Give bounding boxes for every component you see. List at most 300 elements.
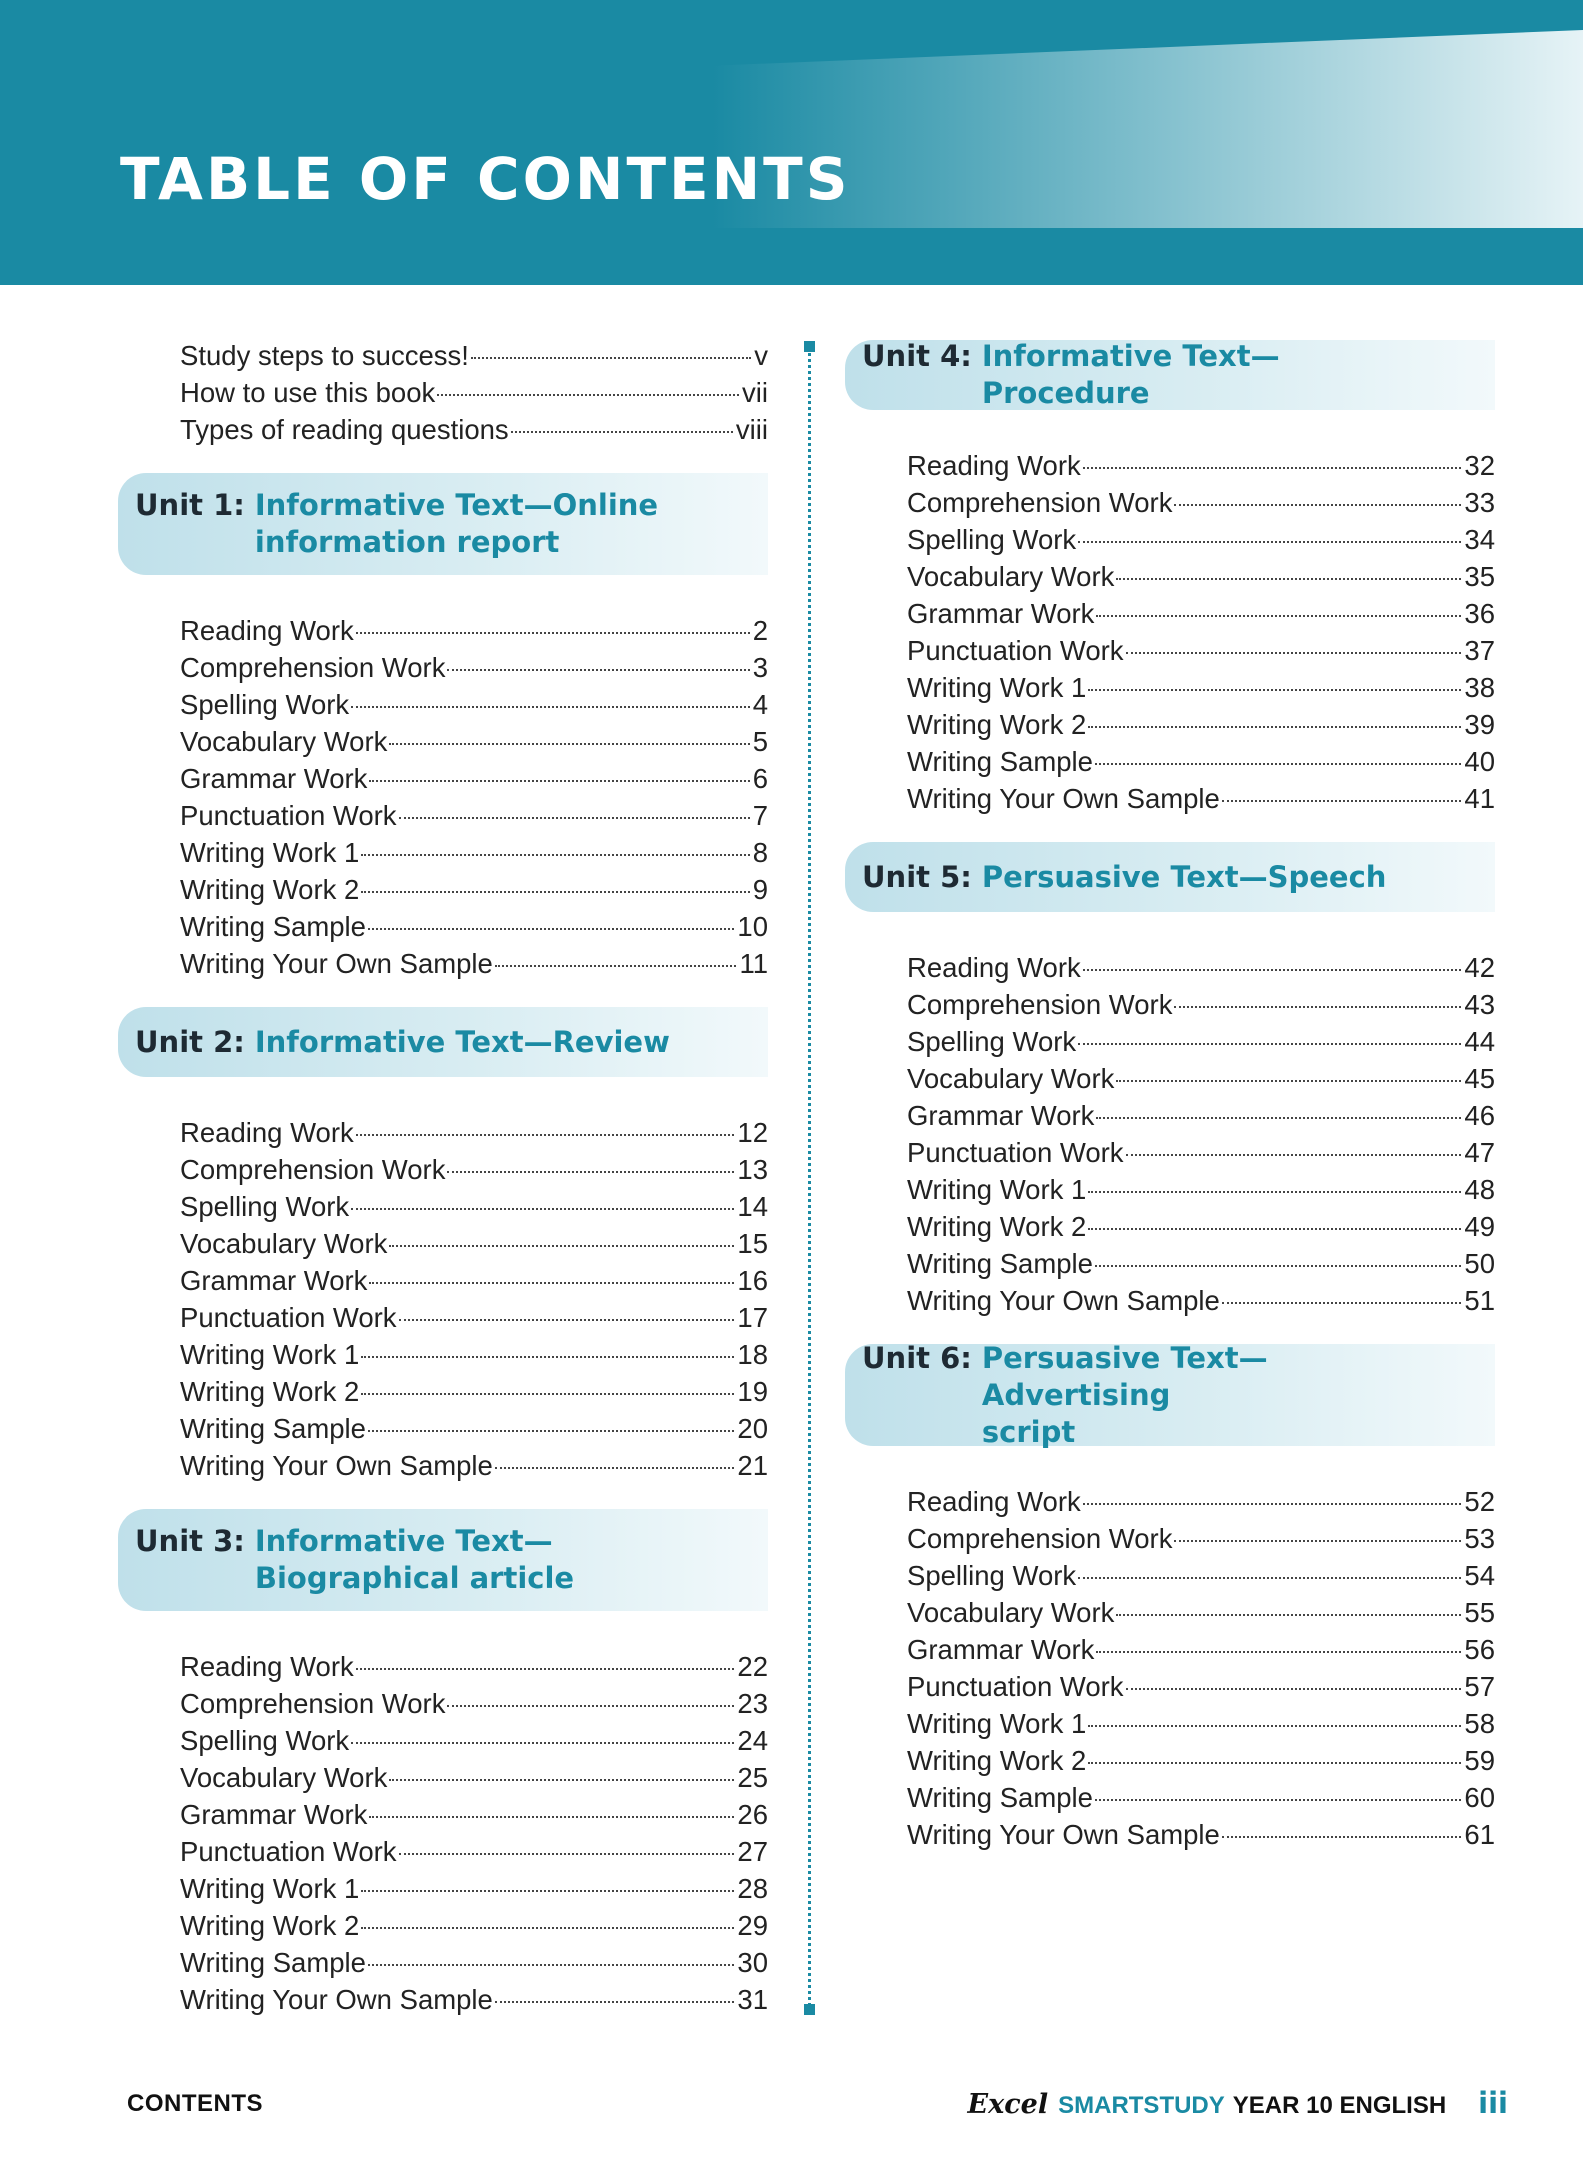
unit-section (845, 842, 1495, 1322)
toc-entry-page: 56 (1464, 1634, 1495, 1665)
toc-entry-label: Writing Work 2 (180, 874, 360, 905)
toc-entry-page: 30 (737, 1947, 768, 1978)
toc-entry-label: Spelling Work (907, 1026, 1077, 1057)
toc-entry[interactable] (907, 1634, 1495, 1671)
toc-entry-page: 57 (1464, 1671, 1495, 1702)
unit-title (972, 859, 1422, 896)
toc-entry-label: Writing Your Own Sample (907, 783, 1220, 814)
toc-entry-page: 3 (752, 652, 768, 683)
toc-entry[interactable] (180, 948, 768, 985)
dot-leader (369, 1816, 734, 1818)
toc-entry[interactable] (907, 1137, 1495, 1174)
dot-leader (1174, 1540, 1461, 1542)
dot-leader (447, 1705, 734, 1707)
dot-leader (1174, 504, 1461, 506)
toc-entry-label: Types of reading questions (180, 414, 509, 445)
toc-entry-page: 41 (1464, 783, 1495, 814)
footer-page-number: iii (1478, 2086, 1508, 2120)
toc-entry-label: Vocabulary Work (180, 1762, 388, 1793)
toc-entry[interactable] (907, 450, 1495, 487)
toc-entry-label: Comprehension Work (180, 1688, 446, 1719)
unit-section (845, 1340, 1495, 1856)
divider-cap-top (804, 341, 815, 352)
toc-entry-label: Reading Work (907, 450, 1081, 481)
unit-number-label: Unit 4: (862, 339, 972, 373)
toc-entry[interactable] (180, 1413, 768, 1450)
toc-entry-label: Writing Sample (180, 1413, 366, 1444)
toc-entry-page: 10 (737, 911, 768, 942)
dot-leader (361, 1927, 734, 1929)
toc-entry-label: Reading Work (907, 952, 1081, 983)
toc-entry[interactable] (180, 1725, 768, 1762)
dot-leader (356, 1668, 735, 1670)
dot-leader (1083, 1503, 1462, 1505)
toc-entry-page: 31 (737, 1984, 768, 2015)
toc-entry-label: Spelling Work (907, 524, 1077, 555)
toc-entry-page: 2 (752, 615, 768, 646)
toc-entry[interactable] (180, 1688, 768, 1725)
unit-title (972, 1340, 1422, 1451)
divider-cap-bottom (804, 2004, 815, 2015)
toc-entry-label: Comprehension Work (907, 1523, 1173, 1554)
toc-entry-label: Comprehension Work (907, 487, 1173, 518)
unit-entry-list (118, 615, 768, 985)
unit-title-line: Informative Text—Procedure (981, 339, 1280, 410)
toc-entry-label: Comprehension Work (907, 989, 1173, 1020)
toc-entry-label: Vocabulary Work (907, 1597, 1115, 1628)
toc-entry-page: 58 (1464, 1708, 1495, 1739)
toc-entry-label: Writing Sample (907, 1248, 1093, 1279)
dot-leader (1083, 969, 1462, 971)
unit-heading[interactable] (118, 1007, 768, 1077)
toc-entry[interactable] (180, 1450, 768, 1487)
dot-leader (1095, 1799, 1461, 1801)
toc-entry-label: Writing Your Own Sample (907, 1819, 1220, 1850)
toc-entry-label: Writing Your Own Sample (180, 1984, 493, 2015)
dot-leader (1096, 1117, 1461, 1119)
dot-leader (361, 1890, 734, 1892)
dot-leader (1078, 1043, 1461, 1045)
dot-leader (495, 1467, 735, 1469)
toc-entry-page: 21 (737, 1450, 768, 1481)
footer-brand: Excel (967, 2089, 1049, 2120)
unit-title-line: Biographical article (254, 1561, 575, 1595)
unit-title-line: Informative Text— (254, 1524, 553, 1558)
dot-leader (361, 854, 749, 856)
unit-number-label: Unit 3: (135, 1524, 245, 1558)
toc-entry[interactable] (907, 598, 1495, 635)
dot-leader (1088, 1228, 1461, 1230)
toc-entry[interactable] (907, 1100, 1495, 1137)
toc-entry-label: Writing Work 1 (907, 1708, 1087, 1739)
toc-entry-label: Reading Work (907, 1486, 1081, 1517)
toc-entry-page: 16 (737, 1265, 768, 1296)
dot-leader (1096, 1651, 1461, 1653)
dot-leader (1174, 1006, 1461, 1008)
toc-entry-page: v (754, 340, 768, 371)
dot-leader (1088, 1191, 1461, 1193)
dot-leader (1088, 1725, 1461, 1727)
dot-leader (361, 1356, 734, 1358)
toc-entry[interactable] (907, 524, 1495, 561)
toc-entry[interactable] (907, 783, 1495, 820)
toc-entry-label: Writing Work 1 (907, 1174, 1087, 1205)
dot-leader (369, 1282, 734, 1284)
toc-entry[interactable] (907, 709, 1495, 746)
toc-entry-page: 27 (737, 1836, 768, 1867)
toc-entry[interactable] (180, 800, 768, 837)
toc-entry[interactable] (180, 1873, 768, 1910)
dot-leader (1116, 1614, 1461, 1616)
dot-leader (368, 1430, 734, 1432)
toc-entry-page: 4 (752, 689, 768, 720)
footer-book-info (968, 2086, 1508, 2120)
dot-leader (1126, 1154, 1462, 1156)
toc-entry[interactable] (180, 1376, 768, 1413)
dot-leader (437, 394, 739, 396)
toc-entry-label: Grammar Work (180, 763, 368, 794)
unit-section (118, 1509, 768, 2021)
toc-entry-page: 11 (739, 948, 768, 979)
dot-leader (447, 669, 749, 671)
toc-entry-page: 14 (737, 1191, 768, 1222)
toc-entry-page: 8 (752, 837, 768, 868)
toc-entry-label: Writing Work 2 (180, 1376, 360, 1407)
unit-title (245, 1523, 695, 1597)
toc-entry-label: Grammar Work (907, 598, 1095, 629)
unit-section (118, 1007, 768, 1487)
toc-entry-label: Punctuation Work (180, 1302, 397, 1333)
toc-entry-label: Punctuation Work (907, 1671, 1124, 1702)
toc-entry[interactable] (180, 414, 768, 451)
toc-entry-label: Grammar Work (907, 1634, 1095, 1665)
toc-entry-page: 43 (1464, 989, 1495, 1020)
toc-entry-page: vii (742, 377, 768, 408)
toc-entry[interactable] (907, 1523, 1495, 1560)
toc-column-left (118, 340, 768, 2021)
toc-entry-page: 59 (1464, 1745, 1495, 1776)
toc-entry-page: 24 (737, 1725, 768, 1756)
dot-leader (399, 1319, 735, 1321)
dot-leader (399, 1853, 735, 1855)
toc-entry[interactable] (907, 746, 1495, 783)
toc-entry-page: viii (735, 414, 768, 445)
toc-entry-page: 52 (1464, 1486, 1495, 1517)
toc-entry-label: Writing Sample (907, 1782, 1093, 1813)
dot-leader (511, 431, 733, 433)
dot-leader (1116, 1080, 1461, 1082)
toc-entry-page: 25 (737, 1762, 768, 1793)
unit-section (845, 340, 1495, 820)
toc-entry[interactable] (180, 837, 768, 874)
toc-entry[interactable] (907, 1708, 1495, 1745)
dot-leader (1095, 1265, 1461, 1267)
toc-entry-page: 51 (1464, 1285, 1495, 1316)
toc-entry-label: Writing Sample (180, 911, 366, 942)
unit-title (972, 338, 1422, 412)
dot-leader (369, 780, 749, 782)
toc-entry-label: Reading Work (180, 615, 354, 646)
toc-entry-label: Writing Your Own Sample (180, 1450, 493, 1481)
front-matter-list (118, 340, 768, 451)
toc-entry-page: 37 (1464, 635, 1495, 666)
toc-entry-label: Writing Work 1 (180, 837, 360, 868)
dot-leader (1096, 615, 1461, 617)
toc-entry[interactable] (907, 1782, 1495, 1819)
page-title: TABLE OF CONTENTS (120, 145, 851, 213)
toc-entry-page: 40 (1464, 746, 1495, 777)
toc-entry-label: Spelling Work (180, 1725, 350, 1756)
toc-entry-label: Vocabulary Work (180, 726, 388, 757)
toc-entry[interactable] (180, 1762, 768, 1799)
toc-entry[interactable] (180, 763, 768, 800)
toc-entry[interactable] (180, 1339, 768, 1376)
footer-section-label: CONTENTS (127, 2090, 263, 2117)
toc-entry[interactable] (907, 1063, 1495, 1100)
toc-entry-label: Spelling Work (180, 1191, 350, 1222)
toc-entry-page: 15 (737, 1228, 768, 1259)
toc-entry[interactable] (907, 1819, 1495, 1856)
banner-gradient-shape (0, 0, 1583, 285)
unit-entry-list (118, 1117, 768, 1487)
dot-leader (1083, 467, 1462, 469)
toc-entry-page: 19 (737, 1376, 768, 1407)
unit-title-line: script (981, 1414, 1076, 1449)
toc-entry-page: 53 (1464, 1523, 1495, 1554)
right-units (845, 340, 1495, 1856)
toc-entry-page: 6 (752, 763, 768, 794)
toc-entry[interactable] (907, 1174, 1495, 1211)
dot-leader (1222, 1302, 1462, 1304)
unit-entry-list (845, 450, 1495, 820)
toc-entry-label: Comprehension Work (180, 1154, 446, 1185)
toc-entry-label: Vocabulary Work (907, 1063, 1115, 1094)
toc-entry[interactable] (180, 726, 768, 763)
toc-entry-page: 33 (1464, 487, 1495, 518)
dot-leader (1088, 726, 1461, 728)
dot-leader (1126, 652, 1462, 654)
dot-leader (356, 632, 750, 634)
toc-entry-label: Study steps to success! (180, 340, 469, 371)
toc-entry-page: 22 (737, 1651, 768, 1682)
dot-leader (368, 1964, 734, 1966)
toc-entry[interactable] (180, 615, 768, 652)
toc-entry[interactable] (180, 1910, 768, 1947)
toc-entry-page: 46 (1464, 1100, 1495, 1131)
toc-entry-label: Vocabulary Work (180, 1228, 388, 1259)
toc-entry-page: 42 (1464, 952, 1495, 983)
unit-heading[interactable] (845, 1340, 1495, 1449)
toc-entry-page: 18 (737, 1339, 768, 1370)
unit-title-line: Informative Text—Online (254, 488, 659, 522)
toc-entry-page: 54 (1464, 1560, 1495, 1591)
toc-entry[interactable] (180, 1265, 768, 1302)
dot-leader (1088, 689, 1461, 691)
toc-entry-label: Spelling Work (907, 1560, 1077, 1591)
unit-title-line: Persuasive Text—Advertising (981, 1340, 1268, 1412)
toc-entry-label: Grammar Work (907, 1100, 1095, 1131)
toc-entry-label: Punctuation Work (907, 1137, 1124, 1168)
unit-section (118, 473, 768, 985)
toc-entry-page: 48 (1464, 1174, 1495, 1205)
toc-entry[interactable] (180, 1228, 768, 1265)
toc-entry[interactable] (180, 1651, 768, 1688)
toc-entry-label: Writing Work 1 (180, 1339, 360, 1370)
dot-leader (1078, 541, 1461, 543)
unit-heading[interactable] (118, 1509, 768, 1611)
toc-entry-label: Writing Work 2 (180, 1910, 360, 1941)
dot-leader (361, 1393, 734, 1395)
toc-entry-label: Writing Work 2 (907, 1745, 1087, 1776)
dot-leader (356, 1134, 735, 1136)
toc-entry-page: 32 (1464, 450, 1495, 481)
dot-leader (351, 706, 750, 708)
dot-leader (351, 1742, 734, 1744)
toc-entry-label: Spelling Work (180, 689, 350, 720)
toc-entry[interactable] (907, 487, 1495, 524)
toc-entry-page: 47 (1464, 1137, 1495, 1168)
unit-entry-list (118, 1651, 768, 2021)
toc-entry[interactable] (907, 1745, 1495, 1782)
toc-entry[interactable] (907, 1211, 1495, 1248)
unit-heading[interactable] (118, 473, 768, 575)
dot-leader (389, 1779, 734, 1781)
toc-entry-label: Writing Your Own Sample (907, 1285, 1220, 1316)
toc-entry[interactable] (907, 1560, 1495, 1597)
dot-leader (1078, 1577, 1461, 1579)
toc-entry-page: 7 (752, 800, 768, 831)
toc-entry-page: 38 (1464, 672, 1495, 703)
toc-entry[interactable] (907, 952, 1495, 989)
toc-entry-label: Writing Your Own Sample (180, 948, 493, 979)
toc-entry-label: Writing Sample (180, 1947, 366, 1978)
dot-leader (351, 1208, 734, 1210)
toc-entry-label: Writing Sample (907, 746, 1093, 777)
toc-entry[interactable] (180, 1836, 768, 1873)
unit-number-label: Unit 6: (862, 1340, 972, 1375)
toc-entry-page: 50 (1464, 1248, 1495, 1279)
toc-entry[interactable] (180, 1117, 768, 1154)
toc-entry-page: 23 (737, 1688, 768, 1719)
toc-entry[interactable] (180, 340, 768, 377)
toc-entry-label: Writing Work 1 (907, 672, 1087, 703)
toc-entry-page: 9 (752, 874, 768, 905)
dot-leader (495, 965, 737, 967)
dot-leader (1095, 763, 1461, 765)
toc-entry[interactable] (907, 672, 1495, 709)
toc-entry[interactable] (907, 1248, 1495, 1285)
toc-entry-page: 20 (737, 1413, 768, 1444)
toc-entry[interactable] (180, 1984, 768, 2021)
toc-entry-page: 44 (1464, 1026, 1495, 1057)
toc-entry-label: Punctuation Work (180, 800, 397, 831)
toc-entry[interactable] (907, 1597, 1495, 1634)
toc-entry-label: Grammar Work (180, 1799, 368, 1830)
dot-leader (399, 817, 750, 819)
toc-entry-label: Punctuation Work (180, 1836, 397, 1867)
left-units (118, 473, 768, 2021)
toc-entry-label: Grammar Work (180, 1265, 368, 1296)
dot-leader (447, 1171, 734, 1173)
toc-entry-label: Writing Work 2 (907, 1211, 1087, 1242)
toc-entry[interactable] (907, 1285, 1495, 1322)
toc-entry-page: 5 (752, 726, 768, 757)
toc-entry[interactable] (907, 1671, 1495, 1708)
unit-title (245, 487, 695, 561)
toc-entry-label: How to use this book (180, 377, 436, 408)
toc-entry-page: 61 (1464, 1819, 1495, 1850)
column-divider (808, 346, 811, 2006)
toc-entry-page: 29 (737, 1910, 768, 1941)
unit-title-line: information report (254, 525, 560, 559)
toc-entry-page: 13 (737, 1154, 768, 1185)
toc-entry[interactable] (180, 874, 768, 911)
toc-entry[interactable] (907, 561, 1495, 598)
toc-entry-page: 28 (737, 1873, 768, 1904)
toc-entry[interactable] (180, 1154, 768, 1191)
header-banner (0, 0, 1583, 285)
dot-leader (1222, 1836, 1462, 1838)
toc-entry[interactable] (180, 689, 768, 726)
toc-entry[interactable] (180, 1799, 768, 1836)
toc-entry[interactable] (180, 652, 768, 689)
toc-entry-label: Reading Work (180, 1651, 354, 1682)
toc-entry-page: 60 (1464, 1782, 1495, 1813)
footer-series: SMARTSTUDY (1058, 2092, 1225, 2119)
toc-entry-label: Punctuation Work (907, 635, 1124, 666)
dot-leader (495, 2001, 735, 2003)
toc-entry-page: 45 (1464, 1063, 1495, 1094)
unit-number-label: Unit 1: (135, 488, 245, 522)
toc-entry-page: 36 (1464, 598, 1495, 629)
toc-entry-label: Comprehension Work (180, 652, 446, 683)
toc-entry-label: Vocabulary Work (907, 561, 1115, 592)
dot-leader (1222, 800, 1462, 802)
toc-entry-label: Writing Work 1 (180, 1873, 360, 1904)
toc-entry-page: 35 (1464, 561, 1495, 592)
unit-number-label: Unit 2: (135, 1024, 245, 1059)
toc-entry-page: 17 (737, 1302, 768, 1333)
dot-leader (361, 891, 749, 893)
dot-leader (389, 743, 749, 745)
toc-entry[interactable] (907, 1486, 1495, 1523)
unit-number-label: Unit 5: (862, 859, 972, 894)
dot-leader (471, 357, 751, 359)
unit-entry-list (845, 1486, 1495, 1856)
toc-entry-page: 34 (1464, 524, 1495, 555)
toc-entry[interactable] (907, 1026, 1495, 1063)
footer-book-title: YEAR 10 ENGLISH (1232, 2092, 1447, 2119)
unit-heading[interactable] (845, 842, 1495, 912)
toc-entry[interactable] (907, 989, 1495, 1026)
dot-leader (1116, 578, 1461, 580)
toc-entry[interactable] (180, 1947, 768, 1984)
toc-entry[interactable] (180, 911, 768, 948)
toc-entry[interactable] (907, 635, 1495, 672)
toc-entry-label: Reading Work (180, 1117, 354, 1148)
toc-entry-page: 12 (737, 1117, 768, 1148)
unit-entry-list (845, 952, 1495, 1322)
toc-entry[interactable] (180, 1302, 768, 1339)
unit-title-line: Persuasive Text—Speech (981, 859, 1387, 894)
toc-entry[interactable] (180, 1191, 768, 1228)
dot-leader (389, 1245, 734, 1247)
toc-entry-page: 39 (1464, 709, 1495, 740)
toc-entry-page: 55 (1464, 1597, 1495, 1628)
dot-leader (1088, 1762, 1461, 1764)
unit-heading[interactable] (845, 340, 1495, 410)
toc-entry[interactable] (180, 377, 768, 414)
